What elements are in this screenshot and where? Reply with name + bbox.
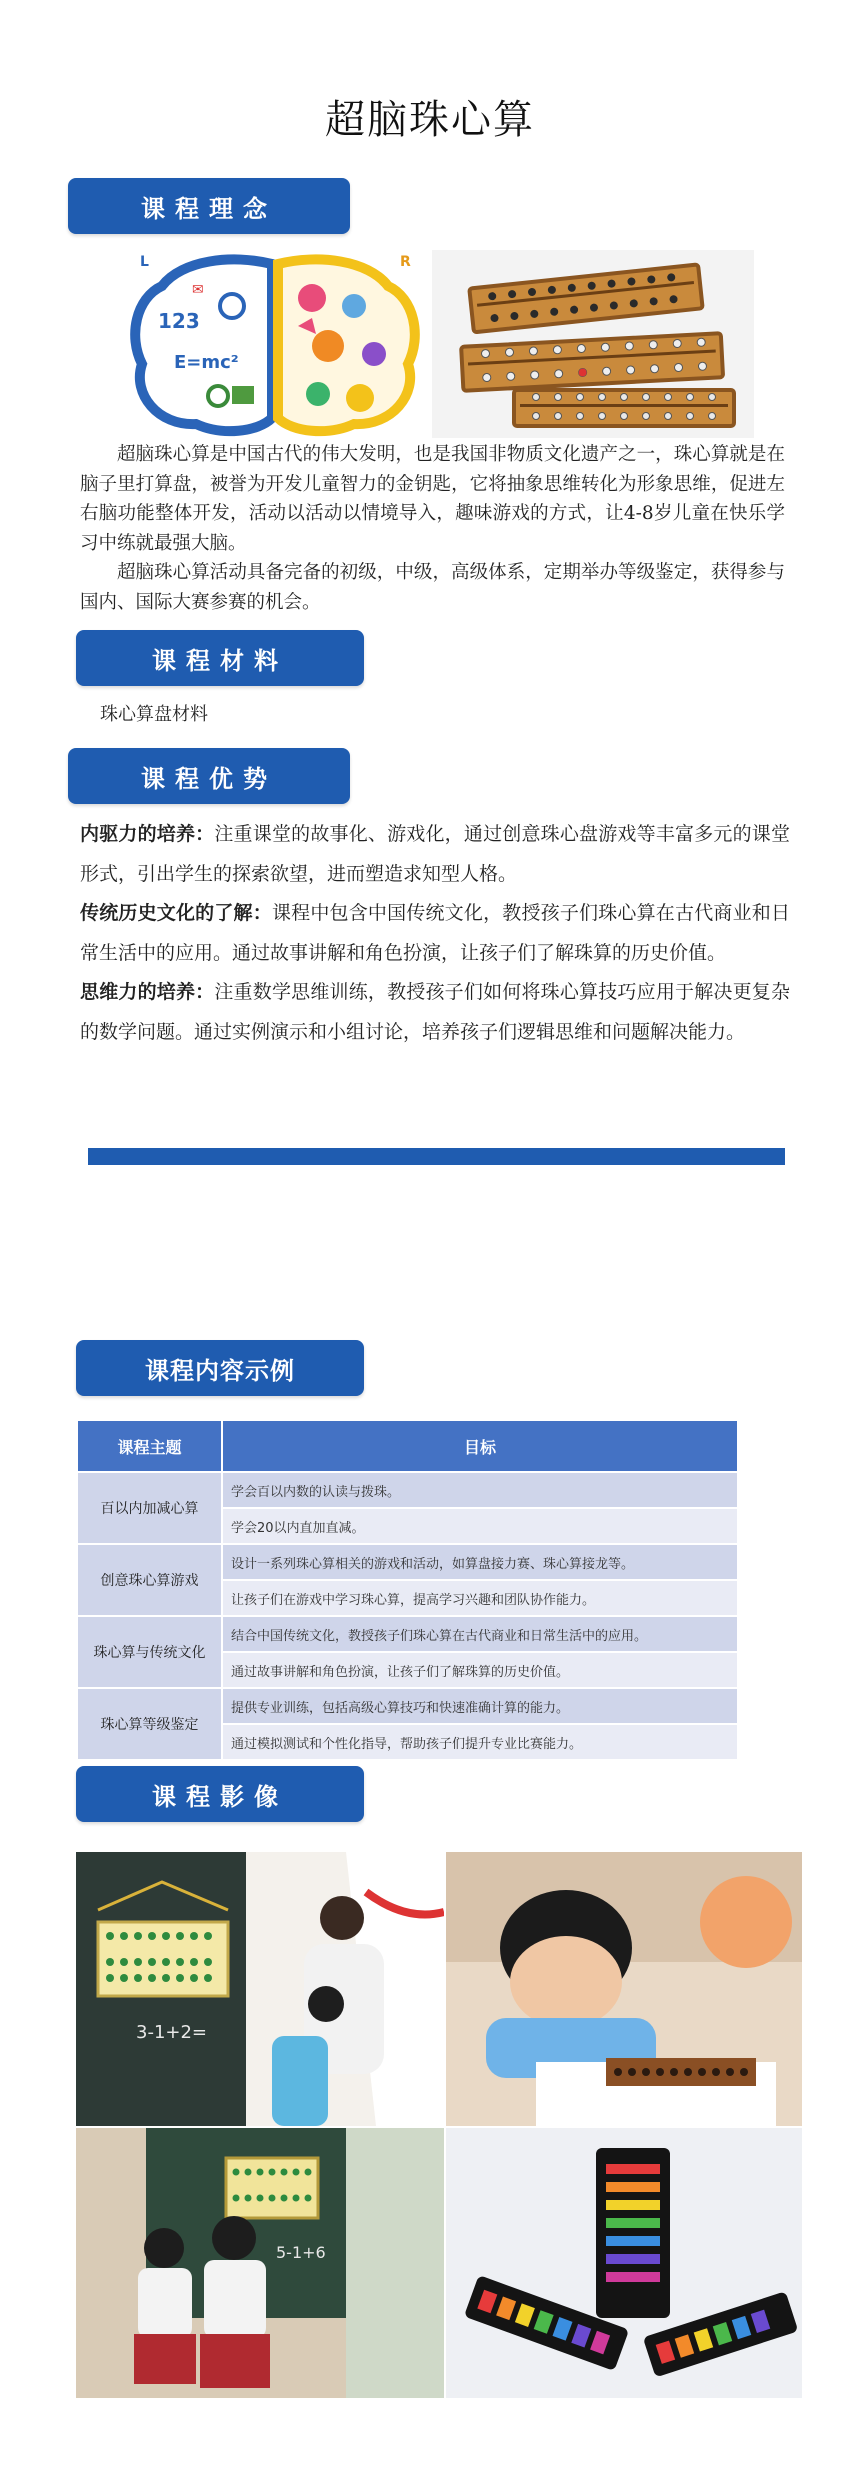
boy-abacus-photo bbox=[446, 1852, 802, 2126]
table-cell-goal: 学会20以内直加直减。 bbox=[222, 1508, 738, 1544]
section-banner-materials: 课程材料 bbox=[76, 630, 364, 686]
section-banner-advantages: 课程优势 bbox=[68, 748, 350, 804]
advantage-text: 注重数学思维训练，教授孩子们如何将珠心算技巧应用于解决更复杂的数学问题。通过实例演示和小组讨论，培养孩子们逻辑思维和问题解决能力。 bbox=[80, 981, 790, 1043]
advantage-label: 传统历史文化的了解： bbox=[80, 902, 272, 924]
advantage-item bbox=[80, 973, 790, 1052]
philosophy-paragraph: 超脑珠心算活动具备完备的初级，中级，高级体系，定期举办等级鉴定，获得参与国内、国际大赛参赛的机会。 bbox=[80, 562, 785, 613]
materials-text: 珠心算盘材料 bbox=[100, 704, 208, 725]
table-cell-topic: 创意珠心算游戏 bbox=[77, 1544, 222, 1616]
advantage-text: 注重课堂的故事化、游戏化，通过创意珠心盘游戏等丰富多元的课堂形式，引出学生的探索欲望，进而塑造求知型人格。 bbox=[80, 823, 790, 885]
table-cell-goal: 设计一系列珠心算相关的游戏和活动，如算盘接力赛、珠心算接龙等。 bbox=[222, 1544, 738, 1580]
svg-text:R: R bbox=[400, 254, 411, 270]
abacus-photo bbox=[432, 250, 754, 438]
table-cell-topic: 百以内加减心算 bbox=[77, 1472, 222, 1544]
table-cell-topic: 珠心算与传统文化 bbox=[77, 1616, 222, 1688]
table-cell-goal: 结合中国传统文化，教授孩子们珠心算在古代商业和日常生活中的应用。 bbox=[222, 1616, 738, 1652]
table-header-goal: 目标 bbox=[222, 1420, 738, 1472]
table-cell-goal: 让孩子们在游戏中学习珠心算，提高学习兴趣和团队协作能力。 bbox=[222, 1580, 738, 1616]
svg-text:✉: ✉ bbox=[192, 282, 204, 298]
advantage-item bbox=[80, 815, 790, 894]
table-cell-goal: 学会百以内数的认读与拨珠。 bbox=[222, 1472, 738, 1508]
advantage-text: 课程中包含中国传统文化，教授孩子们珠心算在古代商业和日常生活中的应用。通过故事讲解和角色扮演，让孩子们了解珠算的历史价值。 bbox=[80, 902, 790, 964]
section-banner-gallery: 课程影像 bbox=[76, 1766, 364, 1822]
table-row bbox=[77, 1616, 738, 1652]
table-row bbox=[77, 1544, 738, 1580]
table-row bbox=[77, 1688, 738, 1724]
svg-text:E=mc²: E=mc² bbox=[174, 352, 239, 373]
section-banner-content: 课程内容示例 bbox=[76, 1340, 364, 1396]
teacher-blackboard-photo bbox=[76, 1852, 444, 2126]
svg-text:L: L bbox=[140, 254, 149, 270]
svg-text:3-1+2=: 3-1+2= bbox=[136, 2022, 208, 2043]
svg-text:123: 123 bbox=[158, 309, 200, 333]
kids-blackboard-photo bbox=[76, 2128, 444, 2398]
advantages-list bbox=[80, 815, 790, 1052]
advantage-label: 思维力的培养： bbox=[80, 981, 215, 1003]
advantage-label: 内驱力的培养： bbox=[80, 823, 215, 845]
table-header-topic: 课程主题 bbox=[77, 1420, 222, 1472]
table-header-row bbox=[77, 1420, 738, 1472]
philosophy-paragraph: 超脑珠心算是中国古代的伟大发明，也是我国非物质文化遗产之一，珠心算就是在脑子里打算盘，被誉为开发儿童智力的金钥匙，它将抽象思维转化为形象思维，促进左右脑功能整体开发，活动以活动以情境导入，趣味游戏的方式，让4-8岁儿童在快乐学习中练就最强大脑。 bbox=[80, 444, 785, 554]
table-cell-goal: 通过模拟测试和个性化指导，帮助孩子们提升专业比赛能力。 bbox=[222, 1724, 738, 1760]
philosophy-text bbox=[80, 440, 785, 617]
section-banner-philosophy: 课程理念 bbox=[68, 178, 350, 234]
table-cell-goal: 提供专业训练，包括高级心算技巧和快速准确计算的能力。 bbox=[222, 1688, 738, 1724]
divider-bar bbox=[88, 1148, 785, 1165]
page-title: 超脑珠心算 bbox=[325, 97, 535, 143]
rainbow-abacus-photo bbox=[446, 2128, 802, 2398]
brain-illustration bbox=[122, 246, 428, 444]
advantage-item bbox=[80, 894, 790, 973]
svg-text:5-1+6: 5-1+6 bbox=[276, 2243, 326, 2262]
table-cell-goal: 通过故事讲解和角色扮演，让孩子们了解珠算的历史价值。 bbox=[222, 1652, 738, 1688]
course-content-table bbox=[76, 1419, 739, 1761]
table-row bbox=[77, 1472, 738, 1508]
table-cell-topic: 珠心算等级鉴定 bbox=[77, 1688, 222, 1760]
